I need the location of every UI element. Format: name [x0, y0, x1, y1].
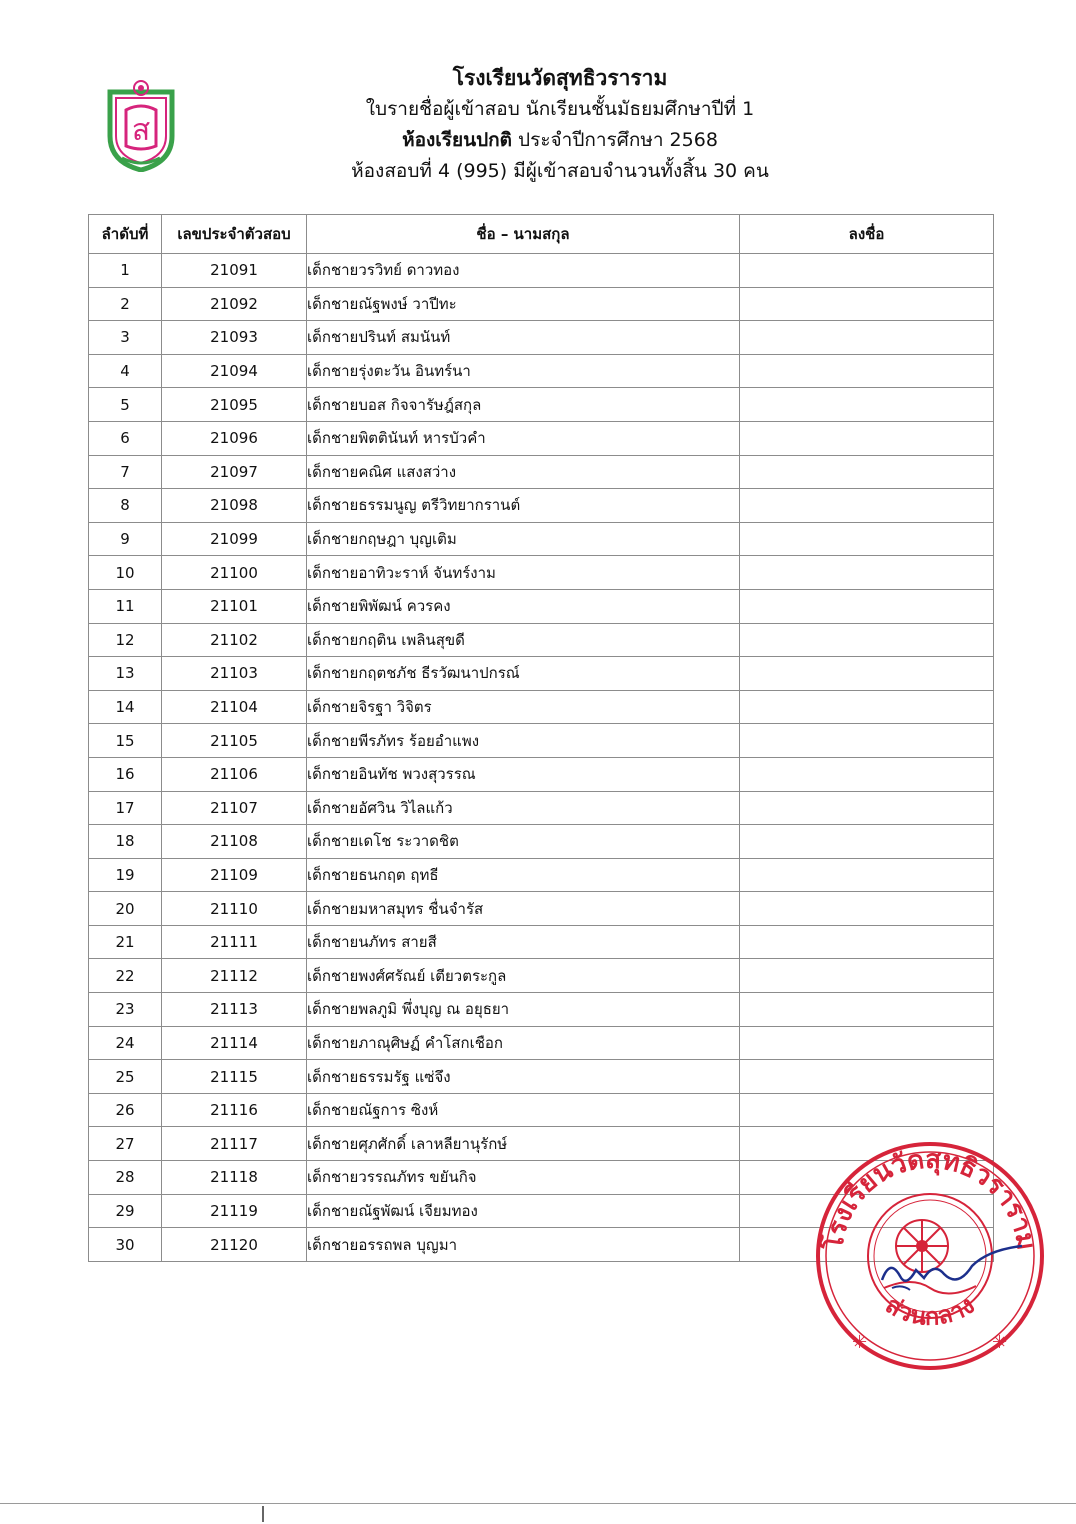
row-no: 16	[89, 757, 162, 791]
row-no: 26	[89, 1093, 162, 1127]
row-name: เด็กชายณัฐพงษ์ วาปีทะ	[307, 287, 740, 321]
row-signature-cell[interactable]	[740, 959, 994, 993]
table-row	[89, 354, 994, 388]
row-exam-id: 21101	[162, 589, 307, 623]
header-no: ลำดับที่	[89, 215, 162, 254]
row-signature-cell[interactable]	[740, 354, 994, 388]
table-row	[89, 421, 994, 455]
row-no: 30	[89, 1228, 162, 1262]
row-signature-cell[interactable]	[740, 623, 994, 657]
table-row	[89, 589, 994, 623]
row-name: เด็กชายนภัทร สายสี	[307, 925, 740, 959]
table-row	[89, 623, 994, 657]
row-no: 17	[89, 791, 162, 825]
row-exam-id: 21117	[162, 1127, 307, 1161]
row-no: 24	[89, 1026, 162, 1060]
row-name: เด็กชายพิตตินันท์ หารบัวคำ	[307, 421, 740, 455]
row-exam-id: 21108	[162, 825, 307, 859]
row-signature-cell[interactable]	[740, 993, 994, 1027]
list-title: ใบรายชื่อผู้เข้าสอบ นักเรียนชั้นมัธยมศึกษาปีที่ 1	[365, 98, 755, 120]
row-name: เด็กชายพิพัฒน์ ควรคง	[307, 589, 740, 623]
row-signature-cell[interactable]	[740, 690, 994, 724]
row-exam-id: 21102	[162, 623, 307, 657]
table-row	[89, 690, 994, 724]
seal-text-bottom: ส่วนกลาง	[880, 1290, 980, 1331]
table-row	[89, 993, 994, 1027]
row-name: เด็กชายพลภูมิ พึ่งบุญ ณ อยุธยา	[307, 993, 740, 1027]
academic-year: ประจำปีการศึกษา 2568	[518, 129, 718, 151]
table-row	[89, 1026, 994, 1060]
header-name: ชื่อ – นามสกุล	[307, 215, 740, 254]
row-exam-id: 21105	[162, 724, 307, 758]
row-name: เด็กชายรุ่งตะวัน อินทร์นา	[307, 354, 740, 388]
bottom-tick	[262, 1506, 264, 1522]
table-row	[89, 1093, 994, 1127]
row-name: เด็กชายวรวิทย์ ดาวทอง	[307, 254, 740, 288]
table-row	[89, 556, 994, 590]
svg-text:✳: ✳	[992, 1332, 1008, 1353]
row-exam-id: 21099	[162, 522, 307, 556]
row-no: 18	[89, 825, 162, 859]
row-exam-id: 21118	[162, 1161, 307, 1195]
table-row	[89, 892, 994, 926]
row-exam-id: 21106	[162, 757, 307, 791]
row-no: 29	[89, 1194, 162, 1228]
row-signature-cell[interactable]	[740, 1093, 994, 1127]
row-no: 22	[89, 959, 162, 993]
row-name: เด็กชายบอส กิจจารัษฎ์สกุล	[307, 388, 740, 422]
row-no: 13	[89, 657, 162, 691]
table-row	[89, 825, 994, 859]
row-signature-cell[interactable]	[740, 825, 994, 859]
row-name: เด็กชายธรรมนูญ ตรีวิทยากรานต์	[307, 489, 740, 523]
row-exam-id: 21093	[162, 321, 307, 355]
row-exam-id: 21110	[162, 892, 307, 926]
row-no: 12	[89, 623, 162, 657]
row-signature-cell[interactable]	[740, 858, 994, 892]
row-exam-id: 21113	[162, 993, 307, 1027]
row-no: 11	[89, 589, 162, 623]
row-signature-cell[interactable]	[740, 892, 994, 926]
row-signature-cell[interactable]	[740, 1026, 994, 1060]
row-exam-id: 21109	[162, 858, 307, 892]
table-row	[89, 925, 994, 959]
row-name: เด็กชายอัศวิน วิไลแก้ว	[307, 791, 740, 825]
row-signature-cell[interactable]	[740, 791, 994, 825]
row-exam-id: 21103	[162, 657, 307, 691]
school-name: โรงเรียนวัดสุทธิวราราม	[452, 66, 668, 90]
row-no: 25	[89, 1060, 162, 1094]
row-no: 15	[89, 724, 162, 758]
table-row	[89, 757, 994, 791]
row-signature-cell[interactable]	[740, 757, 994, 791]
table-row	[89, 657, 994, 691]
row-signature-cell[interactable]	[740, 1060, 994, 1094]
table-row	[89, 254, 994, 288]
row-no: 28	[89, 1161, 162, 1195]
row-name: เด็กชายอินทัช พวงสุวรรณ	[307, 757, 740, 791]
row-exam-id: 21112	[162, 959, 307, 993]
row-exam-id: 21098	[162, 489, 307, 523]
table-row	[89, 724, 994, 758]
row-no: 21	[89, 925, 162, 959]
row-name: เด็กชายจิรฐา วิจิตร	[307, 690, 740, 724]
row-exam-id: 21111	[162, 925, 307, 959]
row-no: 19	[89, 858, 162, 892]
row-no: 5	[89, 388, 162, 422]
row-no: 8	[89, 489, 162, 523]
row-no: 2	[89, 287, 162, 321]
row-signature-cell[interactable]	[740, 388, 994, 422]
row-signature-cell[interactable]	[740, 421, 994, 455]
row-no: 4	[89, 354, 162, 388]
row-no: 3	[89, 321, 162, 355]
row-name: เด็กชายเดโช ระวาดชิต	[307, 825, 740, 859]
row-signature-cell[interactable]	[740, 589, 994, 623]
row-no: 27	[89, 1127, 162, 1161]
table-row	[89, 489, 994, 523]
header-exam-id: เลขประจำตัวสอบ	[162, 215, 307, 254]
row-name: เด็กชายมหาสมุทร ชื่นจำรัส	[307, 892, 740, 926]
room-info: ห้องสอบที่ 4 (995) มีผู้เข้าสอบจำนวนทั้งสิ้น 30 คน	[351, 160, 769, 182]
school-logo	[104, 76, 178, 172]
table-row	[89, 522, 994, 556]
row-exam-id: 21100	[162, 556, 307, 590]
row-name: เด็กชายพงศ์ศรัณย์ เตียวตระกูล	[307, 959, 740, 993]
row-name: เด็กชายธนกฤต ฤทธี	[307, 858, 740, 892]
row-no: 9	[89, 522, 162, 556]
row-name: เด็กชายวรรณภัทร ขยันกิจ	[307, 1161, 740, 1195]
row-signature-cell[interactable]	[740, 455, 994, 489]
row-name: เด็กชายพีรภัทร ร้อยอำแพง	[307, 724, 740, 758]
row-exam-id: 21114	[162, 1026, 307, 1060]
seal-text-top: โรงเรียนวัดสุทธิวราราม	[819, 1144, 1041, 1252]
svg-text:ส: ส	[131, 113, 151, 148]
row-signature-cell[interactable]	[740, 925, 994, 959]
row-name: เด็กชายกฤษฎา บุญเติม	[307, 522, 740, 556]
row-signature-cell[interactable]	[740, 724, 994, 758]
row-exam-id: 21096	[162, 421, 307, 455]
row-signature-cell[interactable]	[740, 522, 994, 556]
row-name: เด็กชายกฤติน เพลินสุขดี	[307, 623, 740, 657]
row-signature-cell[interactable]	[740, 489, 994, 523]
table-row	[89, 858, 994, 892]
table-row	[89, 388, 994, 422]
row-exam-id: 21091	[162, 254, 307, 288]
bottom-rule	[0, 1503, 1076, 1504]
class-line	[300, 125, 820, 156]
row-exam-id: 21116	[162, 1093, 307, 1127]
row-no: 23	[89, 993, 162, 1027]
row-no: 14	[89, 690, 162, 724]
row-no: 10	[89, 556, 162, 590]
svg-text:✳: ✳	[852, 1332, 868, 1353]
row-name: เด็กชายกฤตชภัช ธีรวัฒนาปกรณ์	[307, 657, 740, 691]
header-sign: ลงชื่อ	[740, 215, 994, 254]
class-type: ห้องเรียนปกติ	[402, 129, 512, 151]
row-signature-cell[interactable]	[740, 657, 994, 691]
row-no: 1	[89, 254, 162, 288]
row-exam-id: 21107	[162, 791, 307, 825]
row-exam-id: 21092	[162, 287, 307, 321]
row-no: 6	[89, 421, 162, 455]
row-exam-id: 21094	[162, 354, 307, 388]
row-exam-id: 21104	[162, 690, 307, 724]
row-name: เด็กชายศุภศักดิ์ เลาหลียานุรักษ์	[307, 1127, 740, 1161]
row-no: 7	[89, 455, 162, 489]
table-row	[89, 287, 994, 321]
table-row	[89, 321, 994, 355]
table-header-row	[89, 215, 994, 254]
document-header	[300, 62, 820, 187]
table-row	[89, 959, 994, 993]
table-row	[89, 455, 994, 489]
row-name: เด็กชายภาณุศิษฏ์ คำโสกเชือก	[307, 1026, 740, 1060]
table-row	[89, 791, 994, 825]
row-signature-cell[interactable]	[740, 287, 994, 321]
row-signature-cell[interactable]	[740, 556, 994, 590]
official-seal	[812, 1138, 1048, 1374]
row-exam-id: 21120	[162, 1228, 307, 1262]
row-exam-id: 21097	[162, 455, 307, 489]
row-exam-id: 21095	[162, 388, 307, 422]
row-name: เด็กชายธรรมรัฐ แซ่จึง	[307, 1060, 740, 1094]
row-exam-id: 21115	[162, 1060, 307, 1094]
row-signature-cell[interactable]	[740, 254, 994, 288]
row-exam-id: 21119	[162, 1194, 307, 1228]
row-name: เด็กชายณัฐการ ซิงห์	[307, 1093, 740, 1127]
exam-roster-table	[88, 214, 994, 1262]
table-row	[89, 1060, 994, 1094]
row-signature-cell[interactable]	[740, 321, 994, 355]
row-name: เด็กชายณัฐพัฒน์ เจียมทอง	[307, 1194, 740, 1228]
row-name: เด็กชายอรรถพล บุญมา	[307, 1228, 740, 1262]
row-name: เด็กชายอาทิวะราห์ จันทร์งาม	[307, 556, 740, 590]
row-no: 20	[89, 892, 162, 926]
row-name: เด็กชายปรินท์ สมนันท์	[307, 321, 740, 355]
row-name: เด็กชายคณิศ แสงสว่าง	[307, 455, 740, 489]
